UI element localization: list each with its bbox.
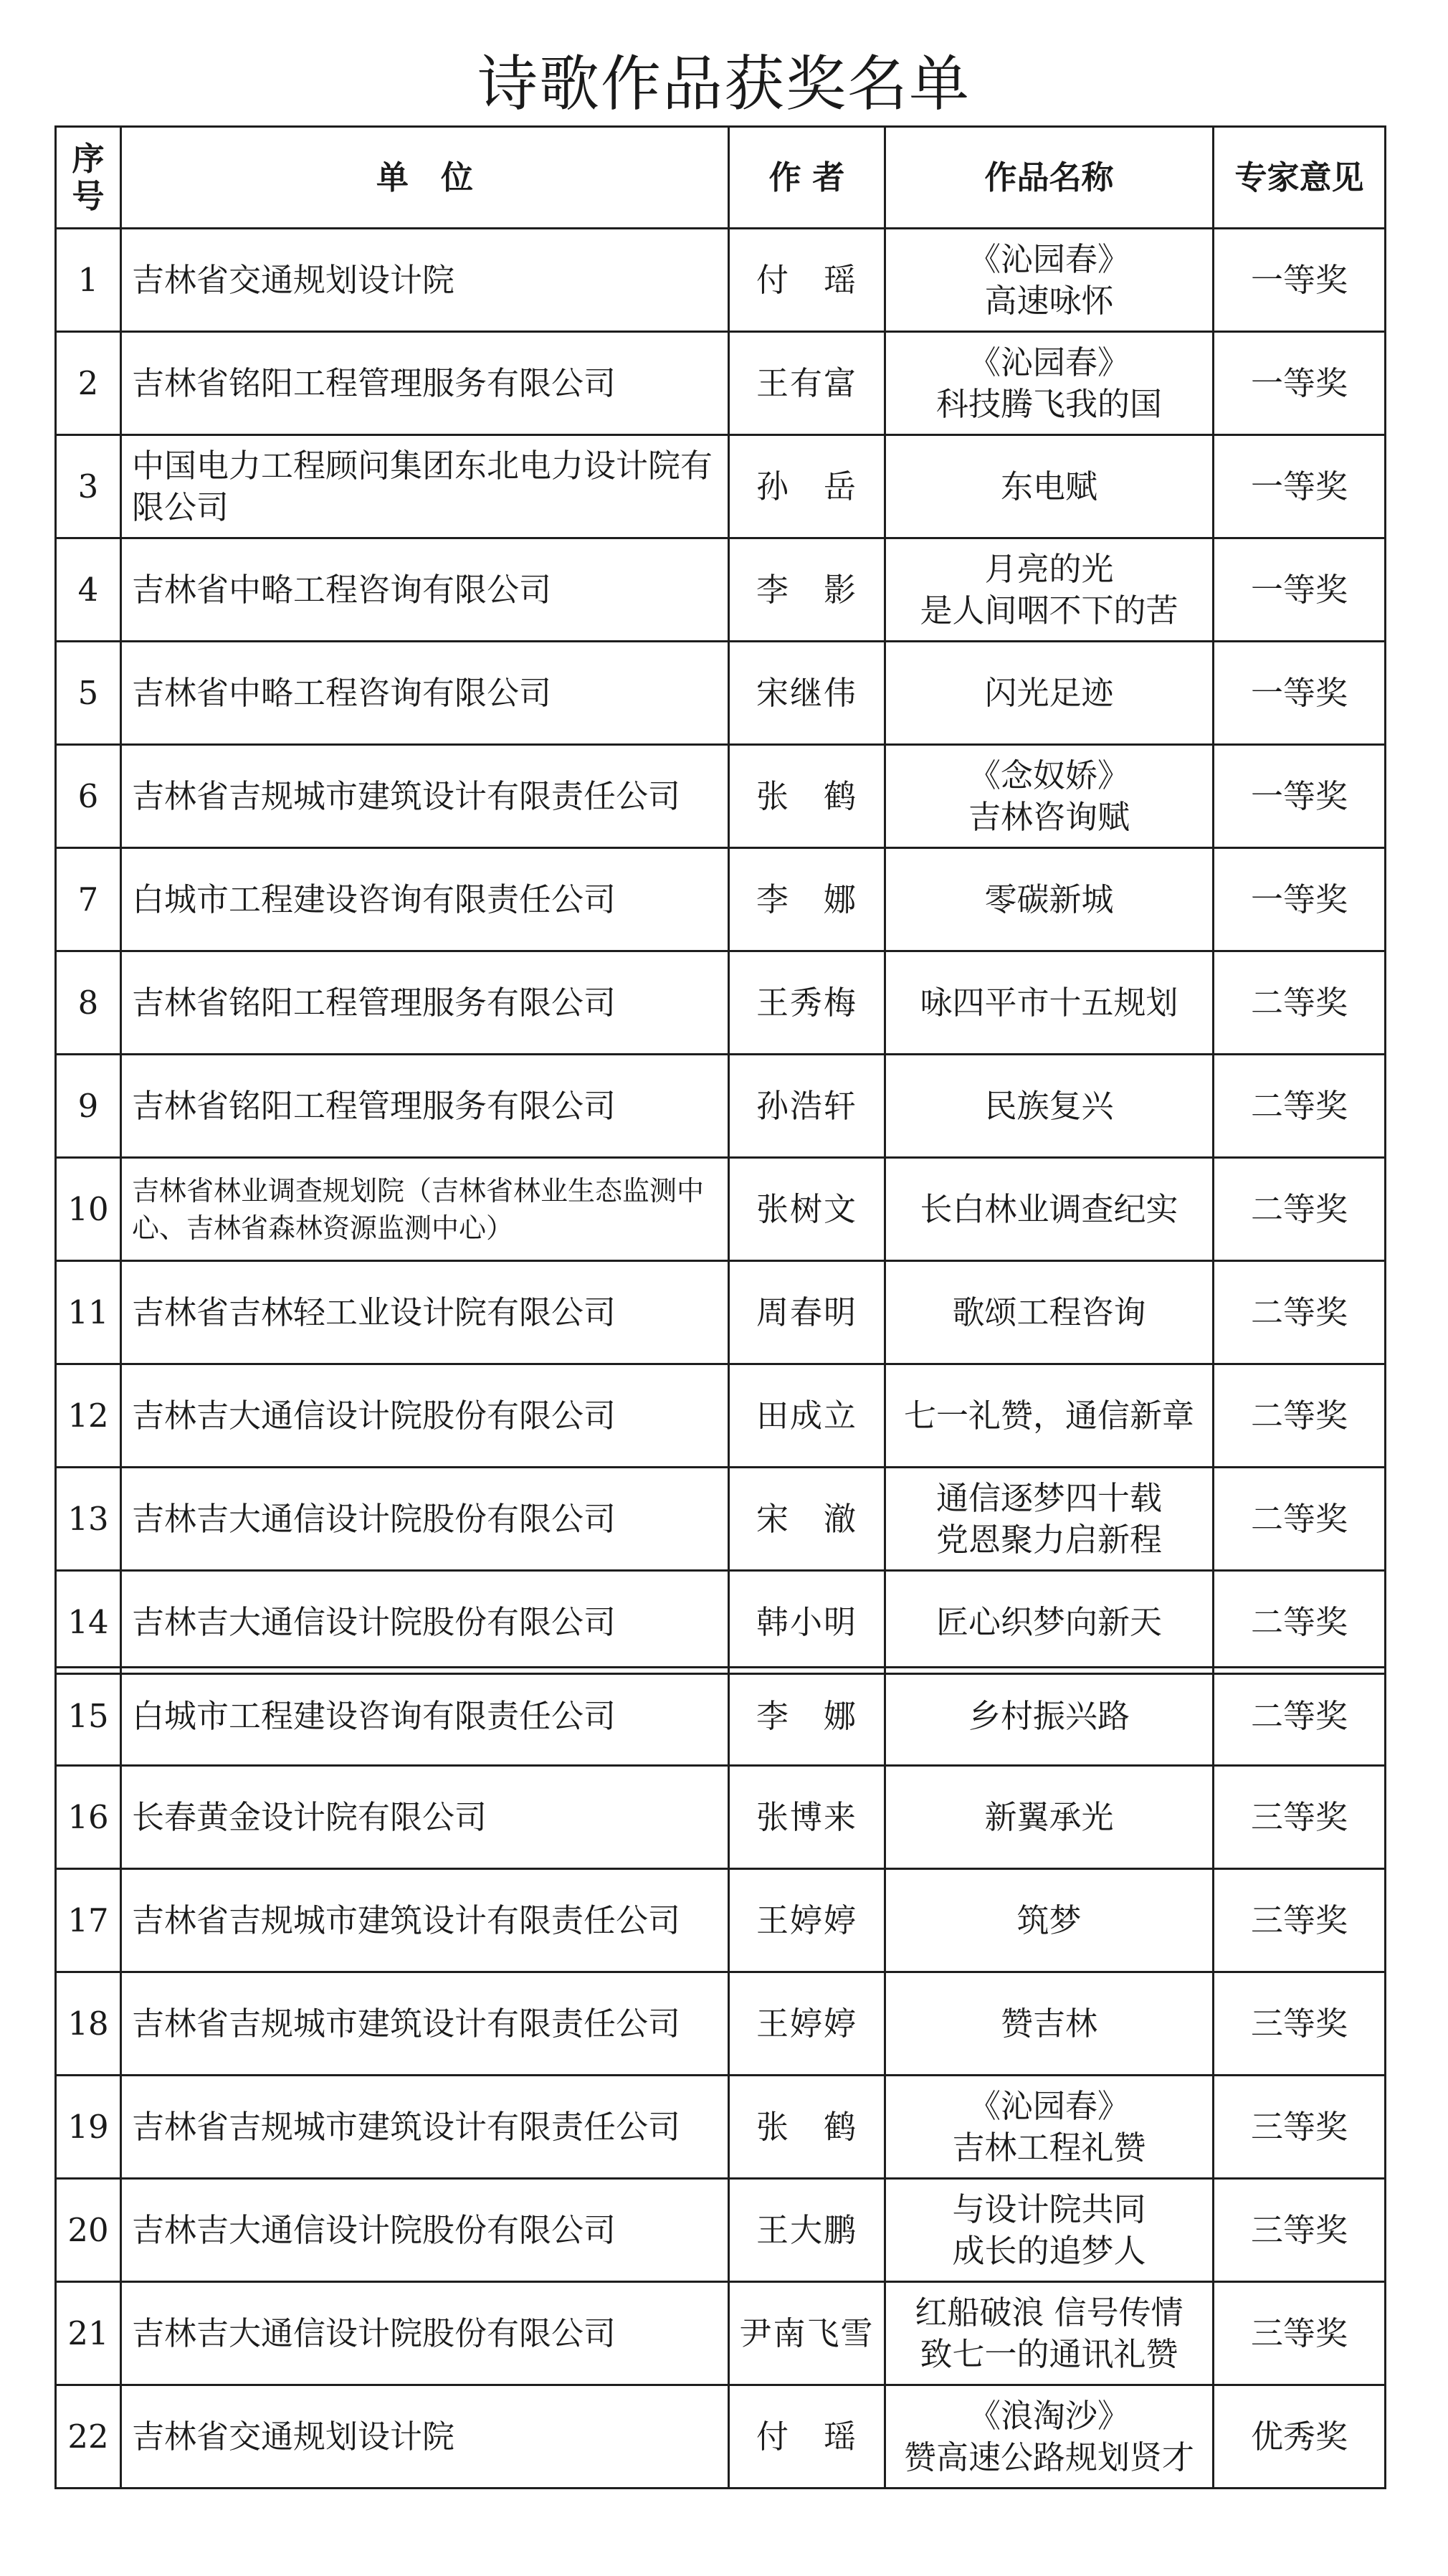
work-title-line: 与设计院共同 (952, 2190, 1146, 2228)
cell-work (885, 229, 1214, 332)
work-title-line: 《沁园春》 (968, 343, 1130, 381)
cell-award: 二等奖 (1214, 1055, 1386, 1158)
table-row (56, 2076, 1386, 2179)
cell-work (885, 1766, 1214, 1869)
cell-work (885, 2076, 1214, 2179)
header-no (56, 127, 121, 229)
cell-no: 20 (56, 2179, 121, 2282)
work-title-line: 科技腾飞我的国 (935, 384, 1162, 423)
work-title-line: 党恩聚力启新程 (935, 1520, 1162, 1559)
cell-unit: 吉林省交通规划设计院 (121, 2385, 729, 2489)
awards-table-part-2 (54, 1666, 1386, 2489)
cell-award: 一等奖 (1214, 848, 1386, 951)
page-title: 诗歌作品获奖名单 (477, 49, 971, 119)
cell-award: 一等奖 (1214, 745, 1386, 848)
cell-work (885, 951, 1214, 1055)
table-row (56, 1364, 1386, 1468)
cell-unit: 白城市工程建设咨询有限责任公司 (121, 848, 729, 951)
table-row (56, 2385, 1386, 2489)
cell-author: 王有富 (729, 332, 885, 435)
header-no-line2: 号 (72, 176, 105, 215)
cell-unit: 吉林省吉林轻工业设计院有限公司 (121, 1261, 729, 1364)
cell-unit: 白城市工程建设咨询有限责任公司 (121, 1668, 729, 1766)
cell-author: 李 影 (729, 538, 885, 642)
cell-no: 3 (56, 435, 121, 538)
cell-unit: 吉林省铭阳工程管理服务有限公司 (121, 332, 729, 435)
work-title-line: 《沁园春》 (968, 239, 1130, 278)
cell-work (885, 332, 1214, 435)
cell-author: 王婷婷 (729, 1869, 885, 1972)
cell-award: 一等奖 (1214, 435, 1386, 538)
awards-table-part-1 (54, 125, 1386, 1675)
cell-no: 16 (56, 1766, 121, 1869)
cell-work (885, 1468, 1214, 1571)
cell-work (885, 2179, 1214, 2282)
cell-no: 8 (56, 951, 121, 1055)
cell-work (885, 538, 1214, 642)
cell-author: 张博来 (729, 1766, 885, 1869)
cell-author: 张树文 (729, 1158, 885, 1261)
table-row (56, 642, 1386, 745)
work-title-line: 歌颂工程咨询 (952, 1293, 1146, 1331)
cell-no: 21 (56, 2282, 121, 2385)
cell-author: 王婷婷 (729, 1972, 885, 2076)
work-title-line: 赞高速公路规划贤才 (903, 2438, 1194, 2476)
table-row (56, 1468, 1386, 1571)
cell-unit: 吉林吉大通信设计院股份有限公司 (121, 1468, 729, 1571)
cell-author: 韩小明 (729, 1571, 885, 1674)
cell-author: 李 娜 (729, 1668, 885, 1766)
cell-author: 李 娜 (729, 848, 885, 951)
cell-author: 宋继伟 (729, 642, 885, 745)
work-title-line: 吉林工程礼赞 (952, 2128, 1146, 2167)
cell-work (885, 1972, 1214, 2076)
table-header-row (56, 127, 1386, 229)
cell-author: 张 鹤 (729, 2076, 885, 2179)
table-row (56, 1668, 1386, 1766)
work-title-line: 咏四平市十五规划 (920, 983, 1178, 1022)
cell-award: 三等奖 (1214, 2179, 1386, 2282)
cell-no: 7 (56, 848, 121, 951)
cell-award: 一等奖 (1214, 642, 1386, 745)
table-row (56, 538, 1386, 642)
cell-award: 三等奖 (1214, 2282, 1386, 2385)
cell-no: 15 (56, 1668, 121, 1766)
cell-no: 17 (56, 1869, 121, 1972)
table-row (56, 1571, 1386, 1674)
cell-author: 付 瑶 (729, 229, 885, 332)
work-title-line: 东电赋 (1000, 467, 1097, 505)
cell-no: 6 (56, 745, 121, 848)
table-row (56, 1972, 1386, 2076)
table-row (56, 2282, 1386, 2385)
cell-no: 10 (56, 1158, 121, 1261)
work-title-line: 致七一的通讯礼赞 (920, 2334, 1178, 2373)
table-row (56, 951, 1386, 1055)
cell-unit: 吉林省交通规划设计院 (121, 229, 729, 332)
work-title-line: 《浪淘沙》 (968, 2396, 1130, 2435)
table-row (56, 1766, 1386, 1869)
cell-unit: 吉林吉大通信设计院股份有限公司 (121, 2282, 729, 2385)
cell-work (885, 745, 1214, 848)
cell-award: 二等奖 (1214, 951, 1386, 1055)
cell-work (885, 1668, 1214, 1766)
work-title-line: 零碳新城 (984, 880, 1114, 918)
cell-unit: 中国电力工程顾问集团东北电力设计院有限公司 (121, 435, 729, 538)
table-row (56, 745, 1386, 848)
table-row (56, 848, 1386, 951)
cell-unit: 吉林省吉规城市建筑设计有限责任公司 (121, 2076, 729, 2179)
cell-no: 14 (56, 1571, 121, 1674)
table-row (56, 229, 1386, 332)
cell-work (885, 1571, 1214, 1674)
table-row (56, 2179, 1386, 2282)
cell-work (885, 1261, 1214, 1364)
cell-author: 周春明 (729, 1261, 885, 1364)
cell-unit: 吉林省林业调查规划院（吉林省林业生态监测中心、吉林省森林资源监测中心） (121, 1158, 729, 1261)
cell-award: 二等奖 (1214, 1158, 1386, 1261)
work-title-line: 新翼承光 (984, 1797, 1114, 1836)
header-work: 作品名称 (885, 127, 1214, 229)
work-title-line: 《念奴娇》 (968, 756, 1130, 794)
cell-work (885, 642, 1214, 745)
cell-no: 5 (56, 642, 121, 745)
work-title-line: 匠心织梦向新天 (935, 1602, 1162, 1641)
cell-unit: 吉林省吉规城市建筑设计有限责任公司 (121, 745, 729, 848)
cell-no: 4 (56, 538, 121, 642)
cell-unit: 吉林省铭阳工程管理服务有限公司 (121, 1055, 729, 1158)
cell-work (885, 435, 1214, 538)
cell-no: 18 (56, 1972, 121, 2076)
cell-work (885, 1869, 1214, 1972)
work-title-line: 赞吉林 (1000, 2004, 1097, 2043)
table-row (56, 1055, 1386, 1158)
work-title-line: 《沁园春》 (968, 2086, 1130, 2125)
cell-no: 13 (56, 1468, 121, 1571)
cell-work (885, 1364, 1214, 1468)
header-award: 专家意见 (1214, 127, 1386, 229)
cell-award: 三等奖 (1214, 1869, 1386, 1972)
cell-unit: 吉林省铭阳工程管理服务有限公司 (121, 951, 729, 1055)
cell-author: 张 鹤 (729, 745, 885, 848)
work-title-line: 七一礼赞，通信新章 (903, 1396, 1194, 1435)
cell-author: 孙 岳 (729, 435, 885, 538)
cell-unit: 吉林省中略工程咨询有限公司 (121, 642, 729, 745)
cell-award: 二等奖 (1214, 1668, 1386, 1766)
work-title-line: 吉林咨询赋 (968, 797, 1130, 836)
cell-author: 宋 澈 (729, 1468, 885, 1571)
cell-award: 二等奖 (1214, 1364, 1386, 1468)
header-no-line1: 序 (72, 139, 105, 178)
work-title-line: 民族复兴 (984, 1086, 1114, 1125)
cell-author: 王秀梅 (729, 951, 885, 1055)
cell-award: 二等奖 (1214, 1571, 1386, 1674)
work-title-line: 乡村振兴路 (968, 1697, 1130, 1735)
table-row (56, 1158, 1386, 1261)
cell-award: 一等奖 (1214, 332, 1386, 435)
cell-no: 9 (56, 1055, 121, 1158)
work-title-line: 成长的追梦人 (952, 2231, 1146, 2270)
cell-award: 二等奖 (1214, 1261, 1386, 1364)
cell-work (885, 2282, 1214, 2385)
cell-award: 一等奖 (1214, 538, 1386, 642)
cell-unit: 吉林省吉规城市建筑设计有限责任公司 (121, 1972, 729, 2076)
cell-award: 三等奖 (1214, 1766, 1386, 1869)
cell-unit: 长春黄金设计院有限公司 (121, 1766, 729, 1869)
cell-unit: 吉林吉大通信设计院股份有限公司 (121, 1364, 729, 1468)
work-title-line: 红船破浪 信号传情 (915, 2293, 1183, 2332)
cell-work (885, 2385, 1214, 2489)
cell-work (885, 1055, 1214, 1158)
table-row (56, 332, 1386, 435)
table-row (56, 435, 1386, 538)
header-unit: 单 位 (121, 127, 729, 229)
cell-no: 19 (56, 2076, 121, 2179)
cell-unit: 吉林省吉规城市建筑设计有限责任公司 (121, 1869, 729, 1972)
cell-award: 三等奖 (1214, 1972, 1386, 2076)
cell-award: 三等奖 (1214, 2076, 1386, 2179)
cell-award: 优秀奖 (1214, 2385, 1386, 2489)
cell-author: 孙浩轩 (729, 1055, 885, 1158)
cell-unit: 吉林省中略工程咨询有限公司 (121, 538, 729, 642)
cell-unit: 吉林吉大通信设计院股份有限公司 (121, 2179, 729, 2282)
cell-award: 二等奖 (1214, 1468, 1386, 1571)
work-title-line: 高速咏怀 (984, 281, 1114, 320)
cell-no: 1 (56, 229, 121, 332)
cell-author: 尹南飞雪 (729, 2282, 885, 2385)
work-title-line: 闪光足迹 (984, 673, 1114, 712)
cell-work (885, 848, 1214, 951)
work-title-line: 月亮的光 (984, 549, 1114, 588)
work-title-line: 筑梦 (1016, 1901, 1082, 1939)
header-author: 作 者 (729, 127, 885, 229)
cell-author: 付 瑶 (729, 2385, 885, 2489)
cell-no: 2 (56, 332, 121, 435)
cell-author: 王大鹏 (729, 2179, 885, 2282)
cell-award: 一等奖 (1214, 229, 1386, 332)
cell-work (885, 1158, 1214, 1261)
cell-unit: 吉林吉大通信设计院股份有限公司 (121, 1571, 729, 1674)
cell-no: 11 (56, 1261, 121, 1364)
table-row (56, 1869, 1386, 1972)
work-title-line: 长白林业调查纪实 (920, 1189, 1178, 1228)
work-title-line: 通信逐梦四十载 (935, 1478, 1162, 1517)
cell-no: 12 (56, 1364, 121, 1468)
work-title-line: 是人间咽不下的苦 (920, 591, 1178, 629)
table-row (56, 1261, 1386, 1364)
cell-no: 22 (56, 2385, 121, 2489)
cell-author: 田成立 (729, 1364, 885, 1468)
